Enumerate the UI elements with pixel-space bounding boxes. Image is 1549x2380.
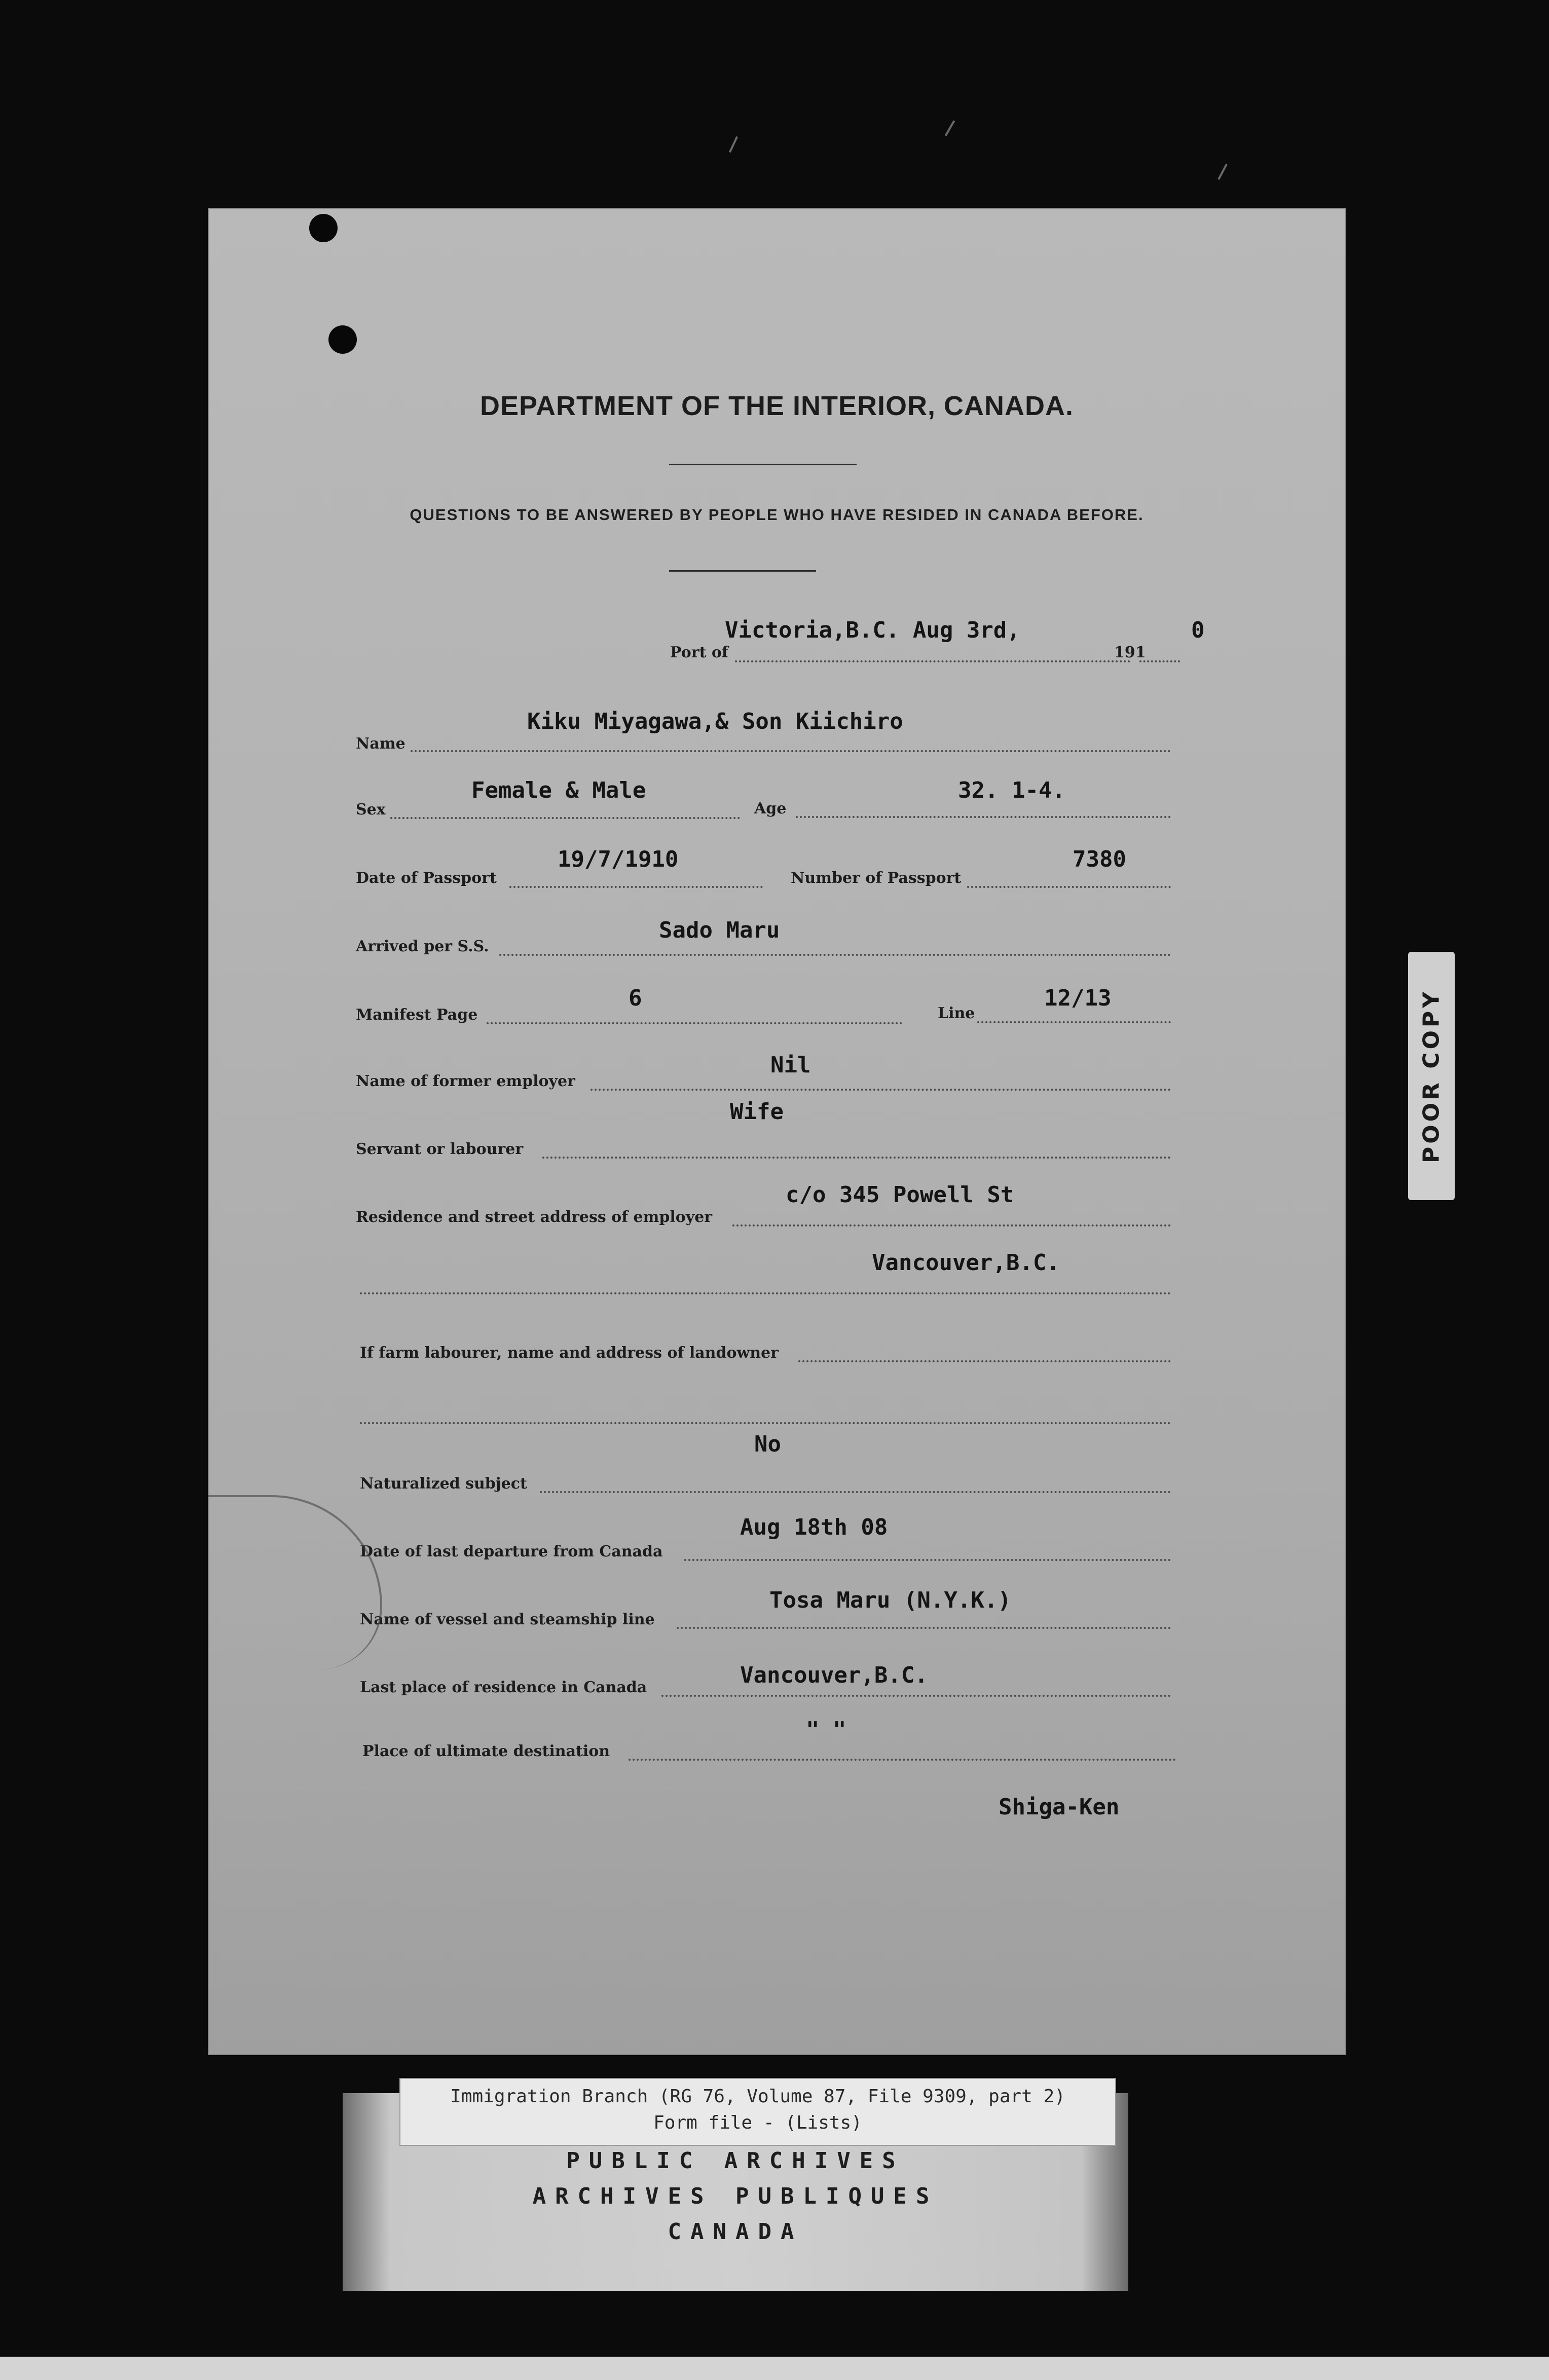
name-line xyxy=(411,750,1171,752)
last-residence-line xyxy=(661,1695,1171,1697)
film-scratch xyxy=(729,136,738,153)
poor-copy-stamp xyxy=(1408,952,1455,1200)
age-value: 32. 1-4. xyxy=(958,777,1065,803)
last-departure-line xyxy=(684,1559,1171,1561)
form-title: DEPARTMENT OF THE INTERIOR, CANADA. xyxy=(480,391,1074,421)
employer-address-value-2: Vancouver,B.C. xyxy=(872,1250,1060,1276)
year-line xyxy=(1139,660,1180,662)
archive-reference-label xyxy=(399,2078,1116,2146)
archive-line-3: CANADA xyxy=(668,2219,803,2245)
passport-date-label: Date of Passport xyxy=(356,869,497,887)
film-edge xyxy=(0,2357,1549,2380)
immigration-form xyxy=(208,208,1346,2055)
arrived-per-label: Arrived per S.S. xyxy=(356,938,489,955)
film-scratch xyxy=(945,120,955,136)
line-value: 12/13 xyxy=(1044,985,1112,1011)
naturalized-label: Naturalized subject xyxy=(360,1475,527,1493)
year-prefix-label: 191 xyxy=(1114,644,1146,661)
passport-number-line xyxy=(967,886,1171,888)
paper-stain xyxy=(208,1495,382,1669)
film-scratch xyxy=(1218,164,1227,180)
poor-copy-text: POOR COPY xyxy=(1418,988,1445,1164)
line-line xyxy=(977,1021,1171,1023)
name-label: Name xyxy=(356,735,405,753)
former-employer-line xyxy=(591,1089,1171,1091)
former-employer-value: Nil xyxy=(770,1052,811,1078)
passport-date-line xyxy=(509,886,763,888)
vessel-label: Name of vessel and steamship line xyxy=(360,1611,655,1628)
destination-value-2: Shiga-Ken xyxy=(999,1794,1120,1820)
employer-address-line-2 xyxy=(360,1292,1171,1294)
year-suffix-value: 0 xyxy=(1191,617,1205,643)
sex-value: Female & Male xyxy=(471,777,646,803)
archive-line-2: ARCHIVES PUBLIQUES xyxy=(532,2183,939,2209)
punch-hole xyxy=(328,325,357,354)
destination-line xyxy=(629,1759,1176,1761)
last-residence-label: Last place of residence in Canada xyxy=(360,1679,647,1696)
port-label: Port of xyxy=(670,644,728,661)
passport-number-label: Number of Passport xyxy=(791,869,962,887)
last-departure-value: Aug 18th 08 xyxy=(740,1514,888,1540)
sex-line xyxy=(390,817,740,819)
archive-line-1: PUBLIC ARCHIVES xyxy=(566,2148,905,2174)
port-line xyxy=(735,660,1130,662)
manifest-page-label: Manifest Page xyxy=(356,1006,478,1024)
servant-value: Wife xyxy=(730,1099,784,1125)
port-value: Victoria,B.C. Aug 3rd, xyxy=(725,617,1020,643)
farm-labourer-line xyxy=(798,1360,1171,1362)
reference-line-2: Form file - (Lists) xyxy=(653,2112,862,2133)
vessel-line xyxy=(677,1627,1171,1629)
employer-address-label: Residence and street address of employer xyxy=(356,1208,713,1226)
farm-labourer-line-2 xyxy=(360,1422,1171,1424)
naturalized-value: No xyxy=(754,1431,781,1457)
sex-label: Sex xyxy=(356,801,386,819)
last-residence-value: Vancouver,B.C. xyxy=(740,1662,928,1688)
age-line xyxy=(796,816,1171,818)
servant-label: Servant or labourer xyxy=(356,1140,524,1158)
farm-labourer-label: If farm labourer, name and address of landowner xyxy=(360,1344,779,1362)
destination-value: " " xyxy=(806,1717,846,1743)
naturalized-line xyxy=(540,1491,1171,1493)
form-subtitle: QUESTIONS TO BE ANSWERED BY PEOPLE WHO HAVE RESIDED IN CANADA BEFORE. xyxy=(410,506,1144,524)
arrived-per-line xyxy=(499,954,1171,956)
employer-address-line xyxy=(732,1224,1171,1226)
arrived-per-value: Sado Maru xyxy=(659,917,780,943)
manifest-page-value: 6 xyxy=(629,985,642,1011)
servant-line xyxy=(542,1157,1171,1159)
line-label: Line xyxy=(938,1005,975,1022)
subtitle-divider xyxy=(669,570,816,572)
destination-label: Place of ultimate destination xyxy=(362,1742,610,1760)
former-employer-label: Name of former employer xyxy=(356,1072,575,1090)
age-label: Age xyxy=(754,800,787,817)
passport-number-value: 7380 xyxy=(1073,846,1126,872)
name-value: Kiku Miyagawa,& Son Kiichiro xyxy=(527,709,903,734)
passport-date-value: 19/7/1910 xyxy=(558,846,679,872)
vessel-value: Tosa Maru (N.Y.K.) xyxy=(769,1587,1011,1613)
title-divider xyxy=(669,464,857,465)
manifest-page-line xyxy=(487,1022,902,1024)
employer-address-value: c/o 345 Powell St xyxy=(786,1182,1014,1208)
reference-line-1: Immigration Branch (RG 76, Volume 87, File 9309, part 2) xyxy=(450,2086,1065,2107)
last-departure-label: Date of last departure from Canada xyxy=(360,1543,663,1560)
punch-hole xyxy=(309,214,338,242)
